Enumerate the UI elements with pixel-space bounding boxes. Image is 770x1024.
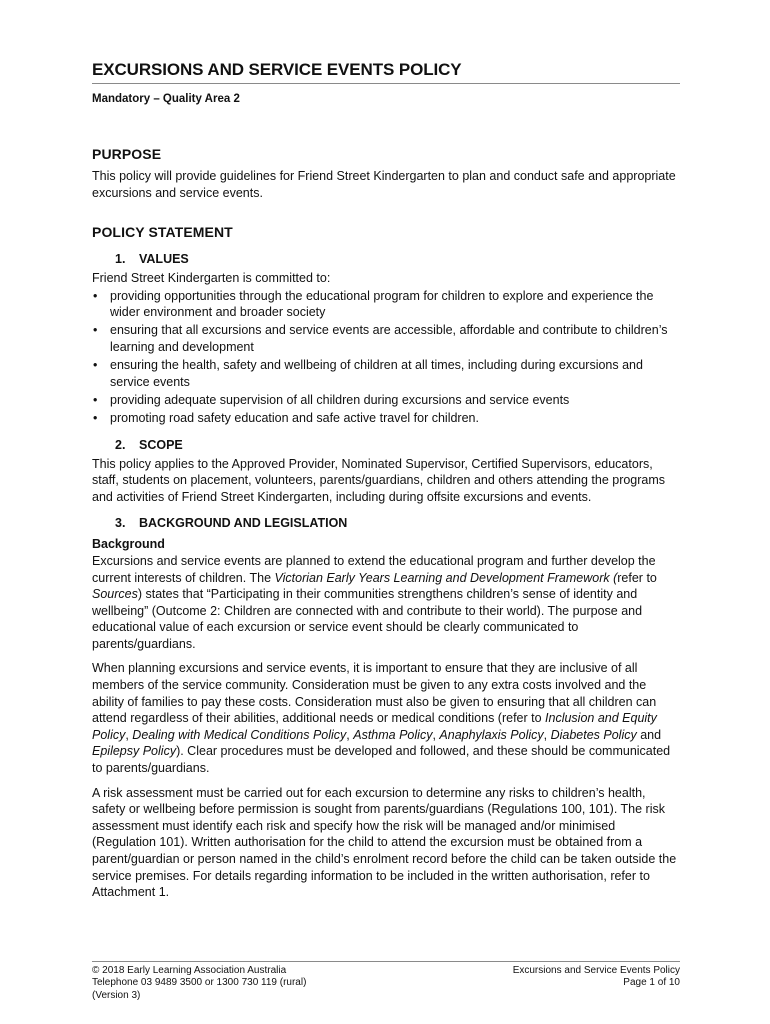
list-item: • ensuring that all excursions and service events are accessible, affordable and contribute to children’s learning and development: [93, 323, 668, 355]
bullet-icon: •: [93, 410, 98, 425]
scope-heading: [92, 437, 680, 453]
bullet-icon: •: [93, 392, 98, 407]
footer-right: [513, 965, 680, 1002]
scope-heading-label: SCOPE: [139, 437, 183, 452]
document-title: EXCURSIONS AND SERVICE EVENTS POLICY: [92, 58, 680, 84]
values-heading-label: VALUES: [139, 252, 189, 267]
background-subheading: Background: [92, 537, 165, 552]
page-footer: [92, 961, 680, 1002]
footer-left: [92, 965, 306, 1002]
footer-page-number: Page 1 of 10: [623, 977, 680, 989]
scope-number: 2.: [115, 437, 126, 452]
scope-text: This policy applies to the Approved Provider, Nominated Supervisor, Certified Supervisors, educators, staff, students on placement, volunteers, parents/guardians, children and others attending the programs and activities of Friend Street Kindergarten, including during offsite excursions and events.: [92, 456, 666, 504]
background-paragraph-3: A risk assessment must be carried out for each excursion to determine any risks to children’s health, safety or wellbeing before permission is sought from parents/guardians (Regulations 100, 101). The risk assessment must identify each risk and specify how the risk will be managed and/or minimised (Regulation 101). Written authorisation for the child to attend the excursion must be obtained from a parent/guardian or person named in the child’s enrolment record before the child can be taken outside the service premises. For details regarding information to be included in the written authorisation, refer to Attachment 1.: [92, 785, 677, 900]
values-intro: Friend Street Kindergarten is committed to:: [92, 271, 331, 286]
bullet-icon: •: [93, 288, 98, 303]
bullet-icon: •: [93, 323, 98, 338]
purpose-text: This policy will provide guidelines for Friend Street Kindergarten to plan and conduct safe and appropriate excursions and service events.: [92, 169, 676, 200]
purpose-heading: PURPOSE: [92, 146, 162, 162]
list-item: • providing opportunities through the educational program for children to explore and experience the wider environment and broader society: [93, 288, 654, 320]
footer-telephone: Telephone 03 9489 3500 or 1300 730 119 (rural): [92, 977, 307, 989]
background-heading-label: BACKGROUND AND LEGISLATION: [139, 516, 348, 531]
document-subtitle: Mandatory – Quality Area 2: [92, 93, 240, 105]
bullet-icon: •: [93, 358, 98, 373]
list-item: • ensuring the health, safety and wellbeing of children at all times, including during excursions and service events: [93, 358, 643, 389]
policy-statement-heading: POLICY STATEMENT: [92, 224, 233, 241]
values-heading: [92, 251, 680, 267]
list-item: • providing adequate supervision of all children during excursions and service events: [93, 392, 570, 407]
background-paragraph-2: When planning excursions and service events, it is important to ensure that they are inclusive of all members of the service community. Consideration must be given to any extra costs involved and the ability of families to pay these costs. Consideration must also be given to ensuring that all children can attend regardless of their abilities, additional needs or medical conditions (refer to Inclusion and Equity Policy, Dealing with Medical Conditions Policy, Asthma Policy, Anaphylaxis Policy, Diabetes Policy and Epilepsy Policy). Clear procedures must be developed and followed, and these should be communicated to parents/guardians.: [92, 661, 671, 776]
footer-copyright: © 2018 Early Learning Association Australia: [92, 965, 287, 976]
background-number: 3.: [115, 516, 126, 531]
background-paragraph-1: Excursions and service events are planned to extend the educational program and further develop the current interests of children. The Victorian Early Years Learning and Development Framework (refer to Sources) states that “Participating in their communities strengthens children’s sense of identity and wellbeing” (Outcome 2: Children are connected with and contribute to their world). The purpose and educational value of each excursion or service event should be clearly communicated to parents/guardians.: [92, 553, 657, 651]
background-heading: [92, 515, 680, 531]
values-number: 1.: [115, 252, 126, 267]
list-item: • promoting road safety education and safe active travel for children.: [93, 410, 479, 425]
footer-doc-name: Excursions and Service Events Policy: [512, 965, 680, 976]
values-list: [92, 288, 680, 427]
footer-version: (Version 3): [92, 989, 141, 1001]
document-page: [92, 58, 680, 901]
